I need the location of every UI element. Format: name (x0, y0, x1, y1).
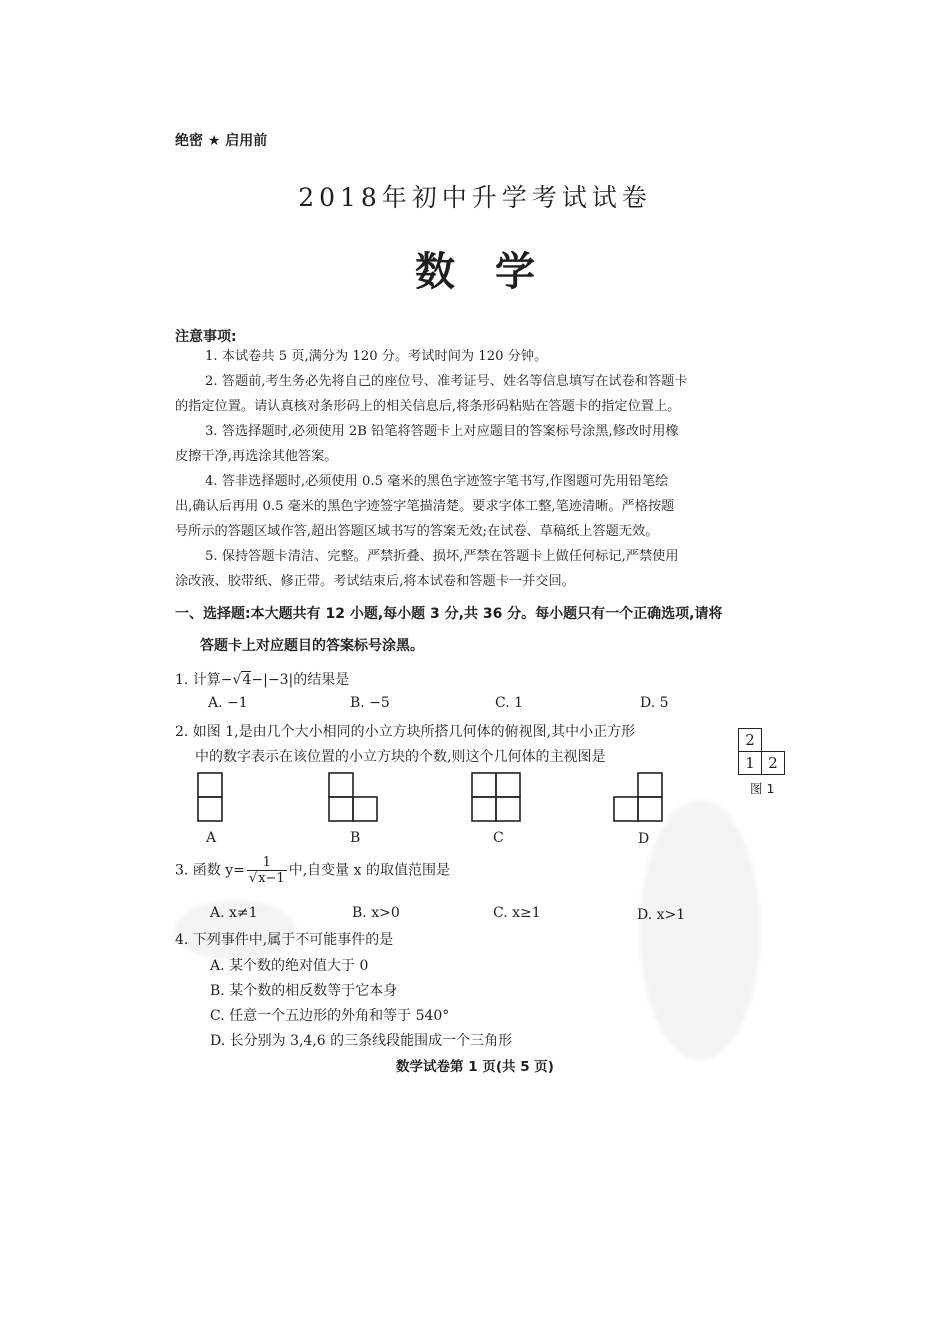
question-2-option-a-label: A (206, 830, 217, 846)
question-1-option-c: C. 1 (495, 695, 524, 711)
question-3-option-d: D. x>1 (637, 907, 686, 923)
question-1-option-d: D. 5 (640, 695, 669, 711)
question-4-option-d: D. 长分别为 3,4,6 的三条线段能围成一个三角形 (210, 1033, 513, 1049)
question-2-stem-cont: 中的数字表示在该位置的小立方块的个数,则这个几何体的主视图是 (195, 749, 606, 765)
section-heading: 一、选择题:本大题共有 12 小题,每小题 3 分,共 36 分。每小题只有一个正确选项,请将 (175, 606, 723, 622)
question-2-stem: 2. 如图 1,是由几个大小相同的小立方块所搭几何体的俯视图,其中小正方形 (175, 724, 636, 740)
confidential-label: 绝密 ★ 启用前 (175, 133, 268, 149)
option-b-front-view-icon (328, 772, 380, 824)
notice-line: 2. 答题前,考生务必先将自己的座位号、准考证号、姓名等信息填写在试卷和答题卡 (205, 374, 688, 389)
page-footer: 数学试卷第 1 页(共 5 页) (396, 1059, 554, 1075)
notice-line: 3. 答选择题时,必须使用 2B 铅笔将答题卡上对应题目的答案标号涂黑,修改时用橡 (205, 424, 679, 439)
question-4-option-a: A. 某个数的绝对值大于 0 (210, 958, 369, 974)
notice-line: 的指定位置。请认真核对条形码上的相关信息后,将条形码粘贴在答题卡的指定位置上。 (175, 399, 681, 414)
notice-line: 皮擦干净,再选涂其他答案。 (175, 449, 338, 464)
question-3-option-c: C. x≥1 (493, 905, 541, 921)
question-3-stem: 3. 函数 y= $\frac{1}{√x-1}$ 中,自变量 x 的取值范围是 (175, 855, 450, 886)
notice-line: 1. 本试卷共 5 页,满分为 120 分。考试时间为 120 分钟。 (205, 349, 548, 364)
question-2-option-d-label: D (638, 831, 650, 847)
question-3-option-a: A. x≠1 (210, 905, 258, 921)
scan-smudge (640, 800, 760, 1060)
fraction: $\frac{1}{√x-1}$ (248, 855, 285, 886)
exam-title: 2018年初中升学考试试卷 (298, 183, 652, 212)
section-heading-cont: 答题卡上对应题目的答案标号涂黑。 (200, 638, 424, 654)
option-d-front-view-icon (613, 772, 665, 824)
question-2-option-c-label: C (493, 830, 504, 846)
figure-1-cell: 1 (738, 751, 762, 775)
question-2-option-b-label: B (350, 830, 361, 846)
subject-title: 数学 (415, 248, 575, 295)
notice-line: 涂改液、胶带纸、修正带。考试结束后,将本试卷和答题卡一并交回。 (175, 574, 575, 589)
question-4-option-b: B. 某个数的相反数等于它本身 (210, 983, 398, 999)
question-1-option-a: A. −1 (208, 695, 248, 711)
figure-1-cell: 2 (761, 751, 785, 775)
question-1-stem: 1. 计算−√4−|−3|的结果是 (175, 672, 350, 688)
question-4-option-c: C. 任意一个五边形的外角和等于 540° (210, 1008, 450, 1024)
figure-1-caption: 图 1 (750, 781, 775, 796)
question-1-option-b: B. −5 (350, 695, 390, 711)
notice-line: 出,确认后再用 0.5 毫米的黑色字迹签字笔描清楚。要求字体工整,笔迹清晰。严格按题 (175, 499, 675, 514)
question-3-option-b: B. x>0 (352, 905, 400, 921)
notice-line: 5. 保持答题卡清洁、完整。严禁折叠、损坏,严禁在答题卡上做任何标记,严禁使用 (205, 549, 679, 564)
question-4-stem: 4. 下列事件中,属于不可能事件的是 (175, 932, 394, 948)
notice-heading: 注意事项: (175, 329, 237, 345)
option-a-front-view-icon (197, 772, 227, 824)
notice-line: 4. 答非选择题时,必须使用 0.5 毫米的黑色字迹签字笔书写,作图题可先用铅笔绘 (205, 474, 669, 489)
figure-1-cell: 2 (738, 728, 762, 752)
notice-line: 号所示的答题区域作答,超出答题区域书写的答案无效;在试卷、草稿纸上答题无效。 (175, 524, 659, 539)
option-c-front-view-icon (471, 772, 523, 824)
